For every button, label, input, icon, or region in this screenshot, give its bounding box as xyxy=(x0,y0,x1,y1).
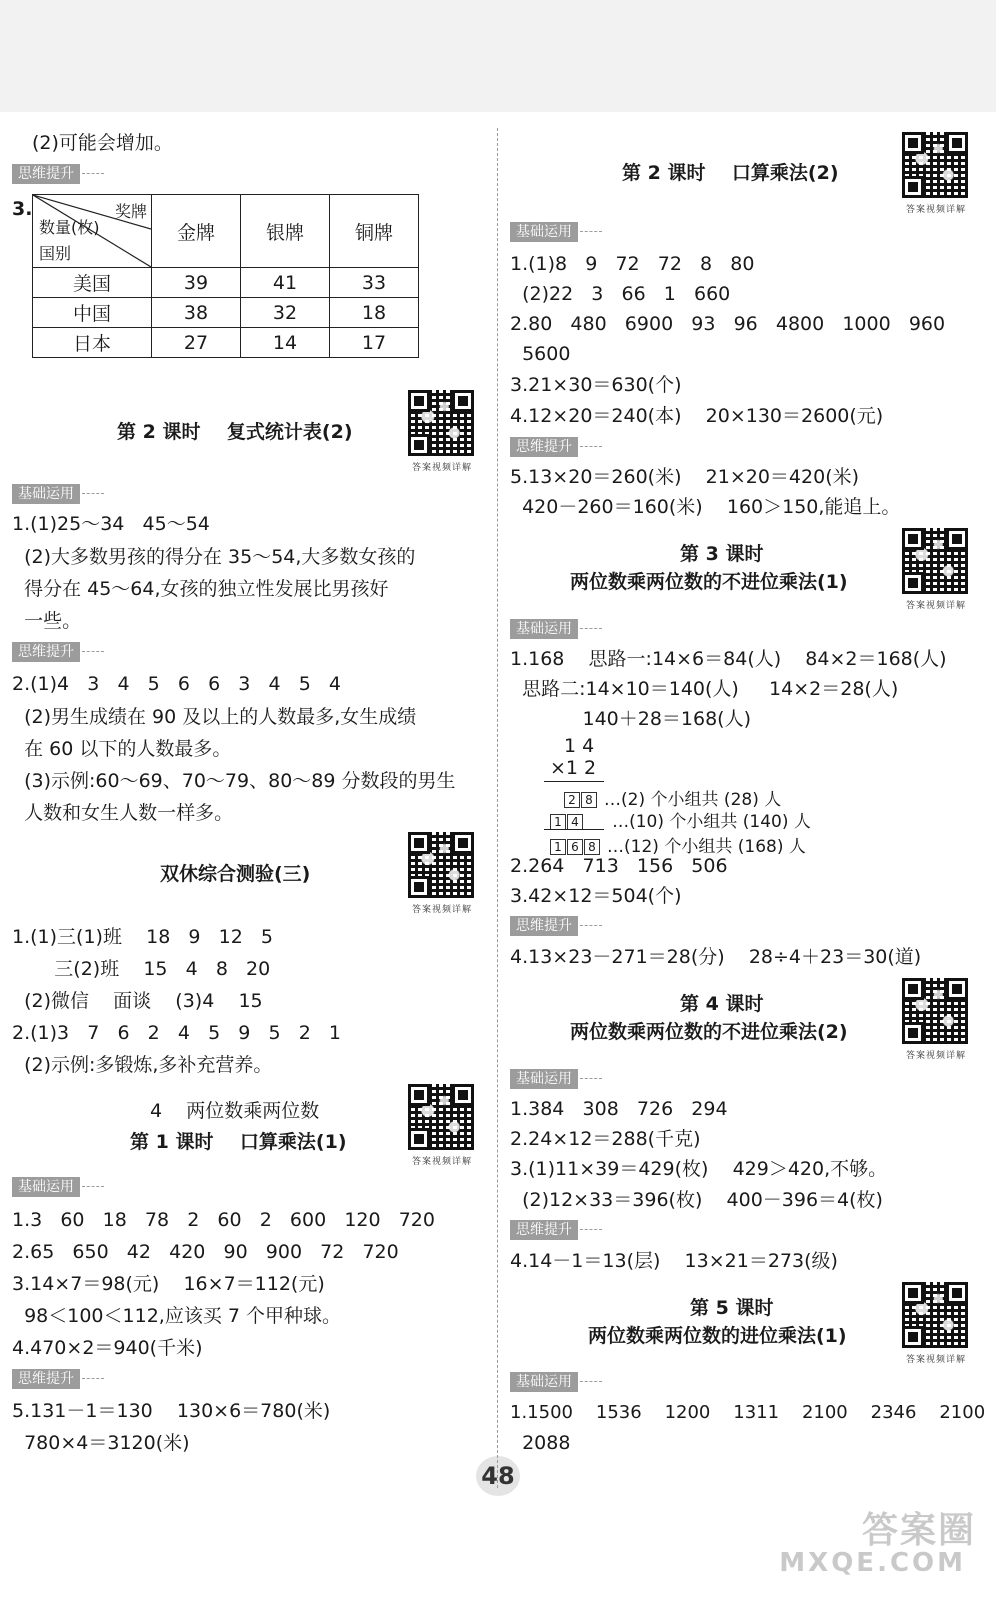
medal-table xyxy=(32,194,419,358)
answer-line: 420－260＝160(米) 160＞150,能追上。 xyxy=(510,496,901,518)
lesson-title: 第 3 课时 xyxy=(680,543,764,565)
qr-code-icon[interactable] xyxy=(902,1282,968,1348)
answer-line: (2)22 3 66 1 660 xyxy=(510,283,731,305)
section-tag-basic: 基础运用 xyxy=(510,1372,578,1392)
table-cell: 14 xyxy=(241,328,330,358)
answer-line: 780×4＝3120(米) xyxy=(12,1432,190,1454)
answer-line: 1.(1)三(1)班 18 9 12 5 xyxy=(12,926,273,948)
row-header: 中国 xyxy=(33,298,152,328)
qr-code-icon[interactable] xyxy=(902,978,968,1044)
answer-line: 1.(1)25～34 45～54 xyxy=(12,513,210,535)
section-tag-think: 思维提升 xyxy=(12,1369,80,1389)
answer-line: 在 60 以下的人数最多。 xyxy=(12,738,232,760)
answer-line: (3)示例:60～69、70～79、80～89 分数段的男生 xyxy=(12,770,456,792)
answer-line: 5.13×20＝260(米) 21×20＝420(米) xyxy=(510,466,860,488)
qr-code-icon[interactable] xyxy=(408,832,474,898)
digit-box: 8 xyxy=(584,839,600,855)
qr-caption: 答案视频详解 xyxy=(411,463,472,473)
answer-line: 3.14×7＝98(元) 16×7＝112(元) xyxy=(12,1273,325,1295)
answer-line: 1.3 60 18 78 2 60 2 600 120 720 xyxy=(12,1209,435,1231)
row-header: 美国 xyxy=(33,268,152,298)
answer-line: 2.(1)3 7 6 2 4 5 9 5 2 1 xyxy=(12,1022,341,1044)
answer-line: 4.470×2＝940(千米) xyxy=(12,1337,203,1359)
answer-line: 得分在 45～64,女孩的独立性发展比男孩好 xyxy=(12,578,389,600)
table-row xyxy=(33,268,419,298)
section-tag-think: 思维提升 xyxy=(510,916,578,936)
column-header: 金牌 xyxy=(152,195,241,268)
table-cell: 27 xyxy=(152,328,241,358)
qr-code-icon[interactable] xyxy=(902,132,968,198)
lesson-title: 第 2 课时 复式统计表(2) xyxy=(117,421,353,443)
partial-note: …(12) 个小组共 (168) 人 xyxy=(607,837,806,857)
answer-line: 4.14－1＝13(层) 13×21＝273(级) xyxy=(510,1250,838,1272)
answer-line: 2088 xyxy=(510,1432,571,1454)
answer-line: 思路二:14×10＝140(人) 14×2＝28(人) xyxy=(510,678,899,700)
section-tag-think: 思维提升 xyxy=(510,1220,578,1240)
section-tag-basic: 基础运用 xyxy=(12,1177,80,1197)
answer-line: 4.13×23－271＝28(分) 28÷4＋23＝30(道) xyxy=(510,946,922,968)
answer-line: 3.42×12＝504(个) xyxy=(510,885,682,907)
section-tag-basic: 基础运用 xyxy=(12,484,80,504)
answer-line: 4.12×20＝240(本) 20×130＝2600(元) xyxy=(510,405,884,427)
question-number: 3. xyxy=(12,198,33,220)
qr-code-icon[interactable] xyxy=(408,390,474,456)
unit-title: 4 两位数乘两位数 xyxy=(150,1100,320,1122)
digit-box: 1 xyxy=(550,814,566,830)
answer-line: 98＜100＜112,应该买 7 个甲种球。 xyxy=(12,1305,341,1327)
multiplicand: 1 4 xyxy=(564,735,595,757)
section-tag-basic: 基础运用 xyxy=(510,1069,578,1089)
qr-caption: 答案视频详解 xyxy=(411,905,472,915)
partial-note: …(2) 个小组共 (28) 人 xyxy=(604,790,782,810)
qr-caption: 答案视频详解 xyxy=(411,1157,472,1167)
table-cell: 18 xyxy=(330,298,419,328)
digit-box: 6 xyxy=(567,839,583,855)
section-tag-think: 思维提升 xyxy=(12,642,80,662)
qr-code-icon[interactable] xyxy=(408,1084,474,1150)
table-header-diagonal xyxy=(33,195,152,268)
lesson-subtitle: 两位数乘两位数的进位乘法(1) xyxy=(588,1325,847,1347)
partial-note: …(10) 个小组共 (140) 人 xyxy=(612,812,811,832)
rule-line xyxy=(544,829,604,830)
page-number: 48 xyxy=(470,1452,526,1500)
watermark-url: MXQE.COM xyxy=(779,1548,966,1578)
answer-line: 1.1500 1536 1200 1311 2100 2346 2100 xyxy=(510,1402,986,1423)
digit-box: 8 xyxy=(581,792,597,808)
answer-line: 一些。 xyxy=(12,610,82,632)
header-quantity: 数量(枚) xyxy=(39,218,100,237)
digit-box: 4 xyxy=(567,814,583,830)
answer-line: 1.384 308 726 294 xyxy=(510,1098,728,1120)
rule-line xyxy=(544,781,604,782)
table-cell: 17 xyxy=(330,328,419,358)
answer-line: (2)大多数男孩的得分在 35～54,大多数女孩的 xyxy=(12,546,416,568)
answer-line: 三(2)班 15 4 8 20 xyxy=(12,958,271,980)
table-cell: 32 xyxy=(241,298,330,328)
lesson-title: 第 4 课时 xyxy=(680,993,764,1015)
answer-line: 2.65 650 42 420 90 900 72 720 xyxy=(12,1241,399,1263)
qr-code-icon[interactable] xyxy=(902,528,968,594)
lesson-subtitle: 两位数乘两位数的不进位乘法(1) xyxy=(570,571,848,593)
qr-caption: 答案视频详解 xyxy=(905,1355,966,1365)
section-tag-basic: 基础运用 xyxy=(510,222,578,242)
answer-line: 5.131－1＝130 130×6＝780(米) xyxy=(12,1400,331,1422)
lesson-title: 第 2 课时 口算乘法(2) xyxy=(622,162,839,184)
table-cell: 39 xyxy=(152,268,241,298)
lesson-title: 第 1 课时 口算乘法(1) xyxy=(130,1131,347,1153)
header-country: 国别 xyxy=(39,244,72,263)
table-cell: 33 xyxy=(330,268,419,298)
qr-caption: 答案视频详解 xyxy=(905,601,966,611)
table-row xyxy=(33,298,419,328)
answer-line: (2)可能会增加。 xyxy=(32,132,173,154)
lesson-subtitle: 两位数乘两位数的不进位乘法(2) xyxy=(570,1021,848,1043)
section-tag-basic: 基础运用 xyxy=(510,619,578,639)
answer-line: 1.(1)8 9 72 72 8 80 xyxy=(510,253,755,275)
answer-line: 2.80 480 6900 93 96 4800 1000 960 xyxy=(510,313,946,335)
answer-line: 3.(1)11×39＝429(枚) 429＞420,不够。 xyxy=(510,1158,888,1180)
answer-line: (2)示例:多锻炼,多补充营养。 xyxy=(12,1054,273,1076)
row-header: 日本 xyxy=(33,328,152,358)
answer-line: 5600 xyxy=(510,343,571,365)
table-row xyxy=(33,328,419,358)
watermark-logo: 答案圈 xyxy=(861,1510,976,1551)
lesson-title: 双休综合测验(三) xyxy=(160,863,311,885)
answer-line: 2.264 713 156 506 xyxy=(510,855,728,877)
table-cell: 38 xyxy=(152,298,241,328)
digit-box: 1 xyxy=(550,839,566,855)
answer-line: (2)男生成绩在 90 及以上的人数最多,女生成绩 xyxy=(12,706,417,728)
answer-line: 3.21×30＝630(个) xyxy=(510,374,682,396)
answer-line: (2)12×33＝396(枚) 400－396＝4(枚) xyxy=(510,1189,883,1211)
qr-caption: 答案视频详解 xyxy=(905,1051,966,1061)
answer-line: 1.168 思路一:14×6＝84(人) 84×2＝168(人) xyxy=(510,648,947,670)
column-divider xyxy=(497,128,498,1488)
header-medal: 奖牌 xyxy=(114,202,147,221)
top-band xyxy=(0,0,996,112)
column-header: 铜牌 xyxy=(330,195,419,268)
multiplier: ×1 2 xyxy=(550,757,597,779)
lesson-title: 第 5 课时 xyxy=(690,1297,774,1319)
column-header: 银牌 xyxy=(241,195,330,268)
answer-line: 人数和女生人数一样多。 xyxy=(12,802,234,824)
answer-line: 140＋28＝168(人) xyxy=(510,708,752,730)
answer-line: (2)微信 面谈 (3)4 15 xyxy=(12,990,263,1012)
answer-line: 2.(1)4 3 4 5 6 6 3 4 5 4 xyxy=(12,673,341,695)
answer-line: 2.24×12＝288(千克) xyxy=(510,1128,701,1150)
section-tag-think: 思维提升 xyxy=(510,437,578,457)
section-tag-think: 思维提升 xyxy=(12,164,80,184)
table-cell: 41 xyxy=(241,268,330,298)
digit-box: 2 xyxy=(564,792,580,808)
qr-caption: 答案视频详解 xyxy=(905,205,966,215)
